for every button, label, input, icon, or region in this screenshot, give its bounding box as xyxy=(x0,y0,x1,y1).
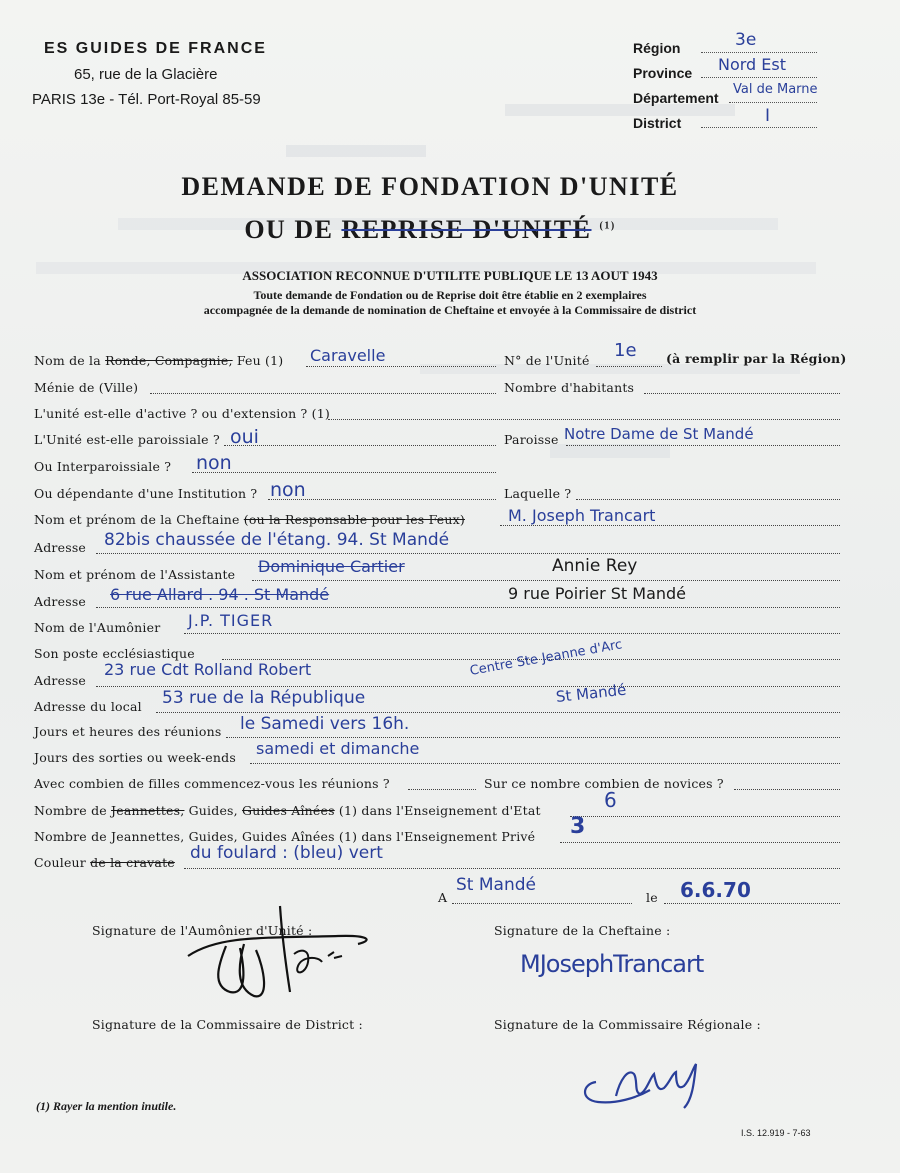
instructions-line1: Toute demande de Fondation ou de Reprise doit être établie en 2 exemplaires xyxy=(253,288,647,302)
field-local-value: 53 rue de la République xyxy=(162,688,366,708)
field-nb-etat-label xyxy=(34,803,541,818)
district-value: I xyxy=(765,106,771,126)
field-aumonier-label: Nom de l'Aumônier xyxy=(34,620,161,635)
field-line xyxy=(250,763,840,764)
org-address: 65, rue de la Glacière xyxy=(74,66,218,83)
field-local-label: Adresse du local xyxy=(34,699,142,714)
departement-label: Département xyxy=(633,90,719,106)
field-active-label: L'unité est-elle d'active ? ou d'extension ? (1) xyxy=(34,406,330,421)
field-habitants-label: Nombre d'habitants xyxy=(504,380,635,395)
field-reunions-value: le Samedi vers 16h. xyxy=(240,714,410,734)
label-struck: Guides Aînées xyxy=(242,803,335,818)
signature-aumonier-label: Signature de l'Aumônier d'Unité : xyxy=(92,923,313,938)
field-paroissiale-label: L'Unité est-elle paroissiale ? xyxy=(34,432,220,447)
field-reunions-label: Jours et heures des réunions xyxy=(34,724,222,739)
field-assistante-label: Nom et prénom de l'Assistante xyxy=(34,567,236,582)
field-aumonier-value: J.P. TIGER xyxy=(188,611,274,630)
field-line xyxy=(184,633,840,634)
departement-row xyxy=(633,90,719,106)
field-num-unite-value: 1e xyxy=(614,340,637,361)
departement-dots xyxy=(729,102,817,103)
field-nb-prive-value: 3 xyxy=(570,814,586,839)
field-cravate-value: du foulard : (bleu) vert xyxy=(190,843,383,863)
signature-cheftaine-value: MJosephTrancart xyxy=(520,950,704,978)
title-ou-de: OU DE xyxy=(244,215,342,244)
field-line xyxy=(560,842,840,843)
field-line xyxy=(328,419,840,420)
field-date-label: le xyxy=(646,890,658,905)
field-line xyxy=(252,580,840,581)
province-row xyxy=(633,65,699,81)
field-cheftaine-value: M. Joseph Trancart xyxy=(508,506,656,525)
district-dots xyxy=(701,127,817,128)
field-interpar-label: Ou Interparoissiale ? xyxy=(34,459,172,474)
field-line xyxy=(644,393,840,394)
field-line xyxy=(96,686,840,687)
field-line xyxy=(664,903,840,904)
org-city: PARIS 13e - Tél. Port-Royal 85-59 xyxy=(32,91,261,108)
field-paroissiale-value: oui xyxy=(230,426,259,448)
label-struck: de la cravate xyxy=(90,855,175,870)
field-line xyxy=(500,525,840,526)
field-line xyxy=(96,553,840,554)
province-label: Province xyxy=(633,65,693,81)
label-part: Feu (1) xyxy=(232,353,284,368)
field-local-value-3: St Mandé xyxy=(555,680,628,706)
field-menie-label: Ménie de (Ville) xyxy=(34,380,139,395)
association-notice: ASSOCIATION RECONNUE D'UTILITE PUBLIQUE LE 13 AOUT 1943 xyxy=(242,268,658,283)
field-line xyxy=(226,737,840,738)
field-assistante-old-value: Dominique Cartier xyxy=(258,557,405,576)
label-struck: Ronde, Compagnie, xyxy=(105,353,233,368)
field-interpar-value: non xyxy=(196,452,232,474)
field-paroisse-label: Paroisse xyxy=(504,432,559,447)
label-part: (1) dans l'Enseignement d'Etat xyxy=(334,803,541,818)
field-line xyxy=(306,366,496,367)
label-part: Nom et prénom de la Cheftaine xyxy=(34,512,244,527)
footnote: (1) Rayer la mention inutile. xyxy=(36,1099,177,1113)
region-dots xyxy=(701,52,817,53)
region-label: Région xyxy=(633,40,681,56)
field-line xyxy=(96,607,840,608)
org-name: ES GUIDES DE FRANCE xyxy=(44,40,267,57)
field-adresse-cheftaine-label: Adresse xyxy=(34,540,87,555)
field-laquelle-label: Laquelle ? xyxy=(504,486,572,501)
signature-cheftaine-label: Signature de la Cheftaine : xyxy=(494,923,671,938)
field-line xyxy=(570,816,840,817)
title-footnote-ref: (1) xyxy=(599,220,616,232)
label-part: Nom de la xyxy=(34,353,106,368)
label-part: Guides, xyxy=(184,803,243,818)
field-nb-etat-value: 6 xyxy=(604,788,617,812)
field-line xyxy=(150,393,496,394)
field-paroisse-value: Notre Dame de St Mandé xyxy=(564,425,754,443)
field-line xyxy=(156,712,840,713)
field-dependante-value: non xyxy=(270,479,306,501)
field-sorties-value: samedi et dimanche xyxy=(256,739,420,758)
label-struck: (ou la Responsable pour les Feux) xyxy=(243,512,465,527)
verso-bleed xyxy=(550,444,670,458)
field-line xyxy=(566,445,840,446)
field-line xyxy=(408,789,476,790)
field-line xyxy=(192,472,496,473)
signature-commissaire-regionale-label: Signature de la Commissaire Régionale : xyxy=(494,1017,761,1032)
field-adresse-cheftaine-value: 82bis chaussée de l'étang. 94. St Mandé xyxy=(104,530,450,550)
commissaire-regionale-signature xyxy=(576,1044,726,1114)
field-num-unite-note: (à remplir par la Région) xyxy=(666,351,847,366)
field-cheftaine-label xyxy=(34,512,465,527)
field-adresse-assistante-old-value: 6 rue Allard . 94 . St Mandé xyxy=(110,585,330,604)
field-poste-label: Son poste ecclésiastique xyxy=(34,646,195,661)
field-cravate-label xyxy=(34,855,175,870)
field-dependante-label: Ou dépendante d'une Institution ? xyxy=(34,486,258,501)
form-reference: I.S. 12.919 - 7-63 xyxy=(741,1128,811,1138)
field-adresse-assistante-label: Adresse xyxy=(34,594,87,609)
field-adresse-aumonier-label: Adresse xyxy=(34,673,87,688)
form-title-line2 xyxy=(0,215,860,245)
form-title: DEMANDE DE FONDATION D'UNITÉ xyxy=(181,172,679,201)
field-novices-label: Sur ce nombre combien de novices ? xyxy=(484,776,724,791)
verso-bleed xyxy=(286,145,426,157)
field-adresse-aumonier-value: 23 rue Cdt Rolland Robert xyxy=(104,660,312,679)
field-nom-unite-label xyxy=(34,353,283,368)
district-row xyxy=(633,115,699,131)
field-assistante-value: Annie Rey xyxy=(552,556,638,576)
field-line xyxy=(452,903,632,904)
field-line xyxy=(596,366,662,367)
region-row xyxy=(633,40,699,56)
field-lieu-label: A xyxy=(438,890,448,905)
field-sorties-label: Jours des sorties ou week-ends xyxy=(34,750,236,765)
district-label: District xyxy=(633,115,682,131)
field-date-value: 6.6.70 xyxy=(680,878,751,902)
field-line xyxy=(184,868,840,869)
field-line xyxy=(734,789,840,790)
aumonier-signature xyxy=(178,896,378,1016)
label-part: Nombre de xyxy=(34,803,112,818)
title-reprise: REPRISE D'UNITÉ xyxy=(341,215,592,244)
label-struck: Jeannettes, xyxy=(111,803,185,818)
field-nom-unite-value: Caravelle xyxy=(310,346,386,365)
label-part: Couleur xyxy=(34,855,91,870)
field-adresse-assistante-value: 9 rue Poirier St Mandé xyxy=(508,584,687,603)
field-lieu-value: St Mandé xyxy=(456,875,536,895)
field-nb-prive-label: Nombre de Jeannettes, Guides, Guides Aînées (1) dans l'Enseignement Privé xyxy=(34,829,536,844)
province-value: Nord Est xyxy=(718,55,787,74)
field-line xyxy=(576,499,840,500)
instructions-line2: accompagnée de la demande de nomination de Cheftaine et envoyée à la Commissaire de district xyxy=(203,303,697,317)
signature-commissaire-district-label: Signature de la Commissaire de District : xyxy=(92,1017,363,1032)
region-value: 3e xyxy=(735,30,757,50)
field-local-value-2: Centre Ste Jeanne d'Arc xyxy=(468,637,624,679)
province-dots xyxy=(701,77,817,78)
field-combien-label: Avec combien de filles commencez-vous les réunions ? xyxy=(34,776,390,791)
field-line xyxy=(224,445,496,446)
field-num-unite-label: N° de l'Unité xyxy=(504,353,590,368)
departement-value: Val de Marne xyxy=(733,82,818,97)
